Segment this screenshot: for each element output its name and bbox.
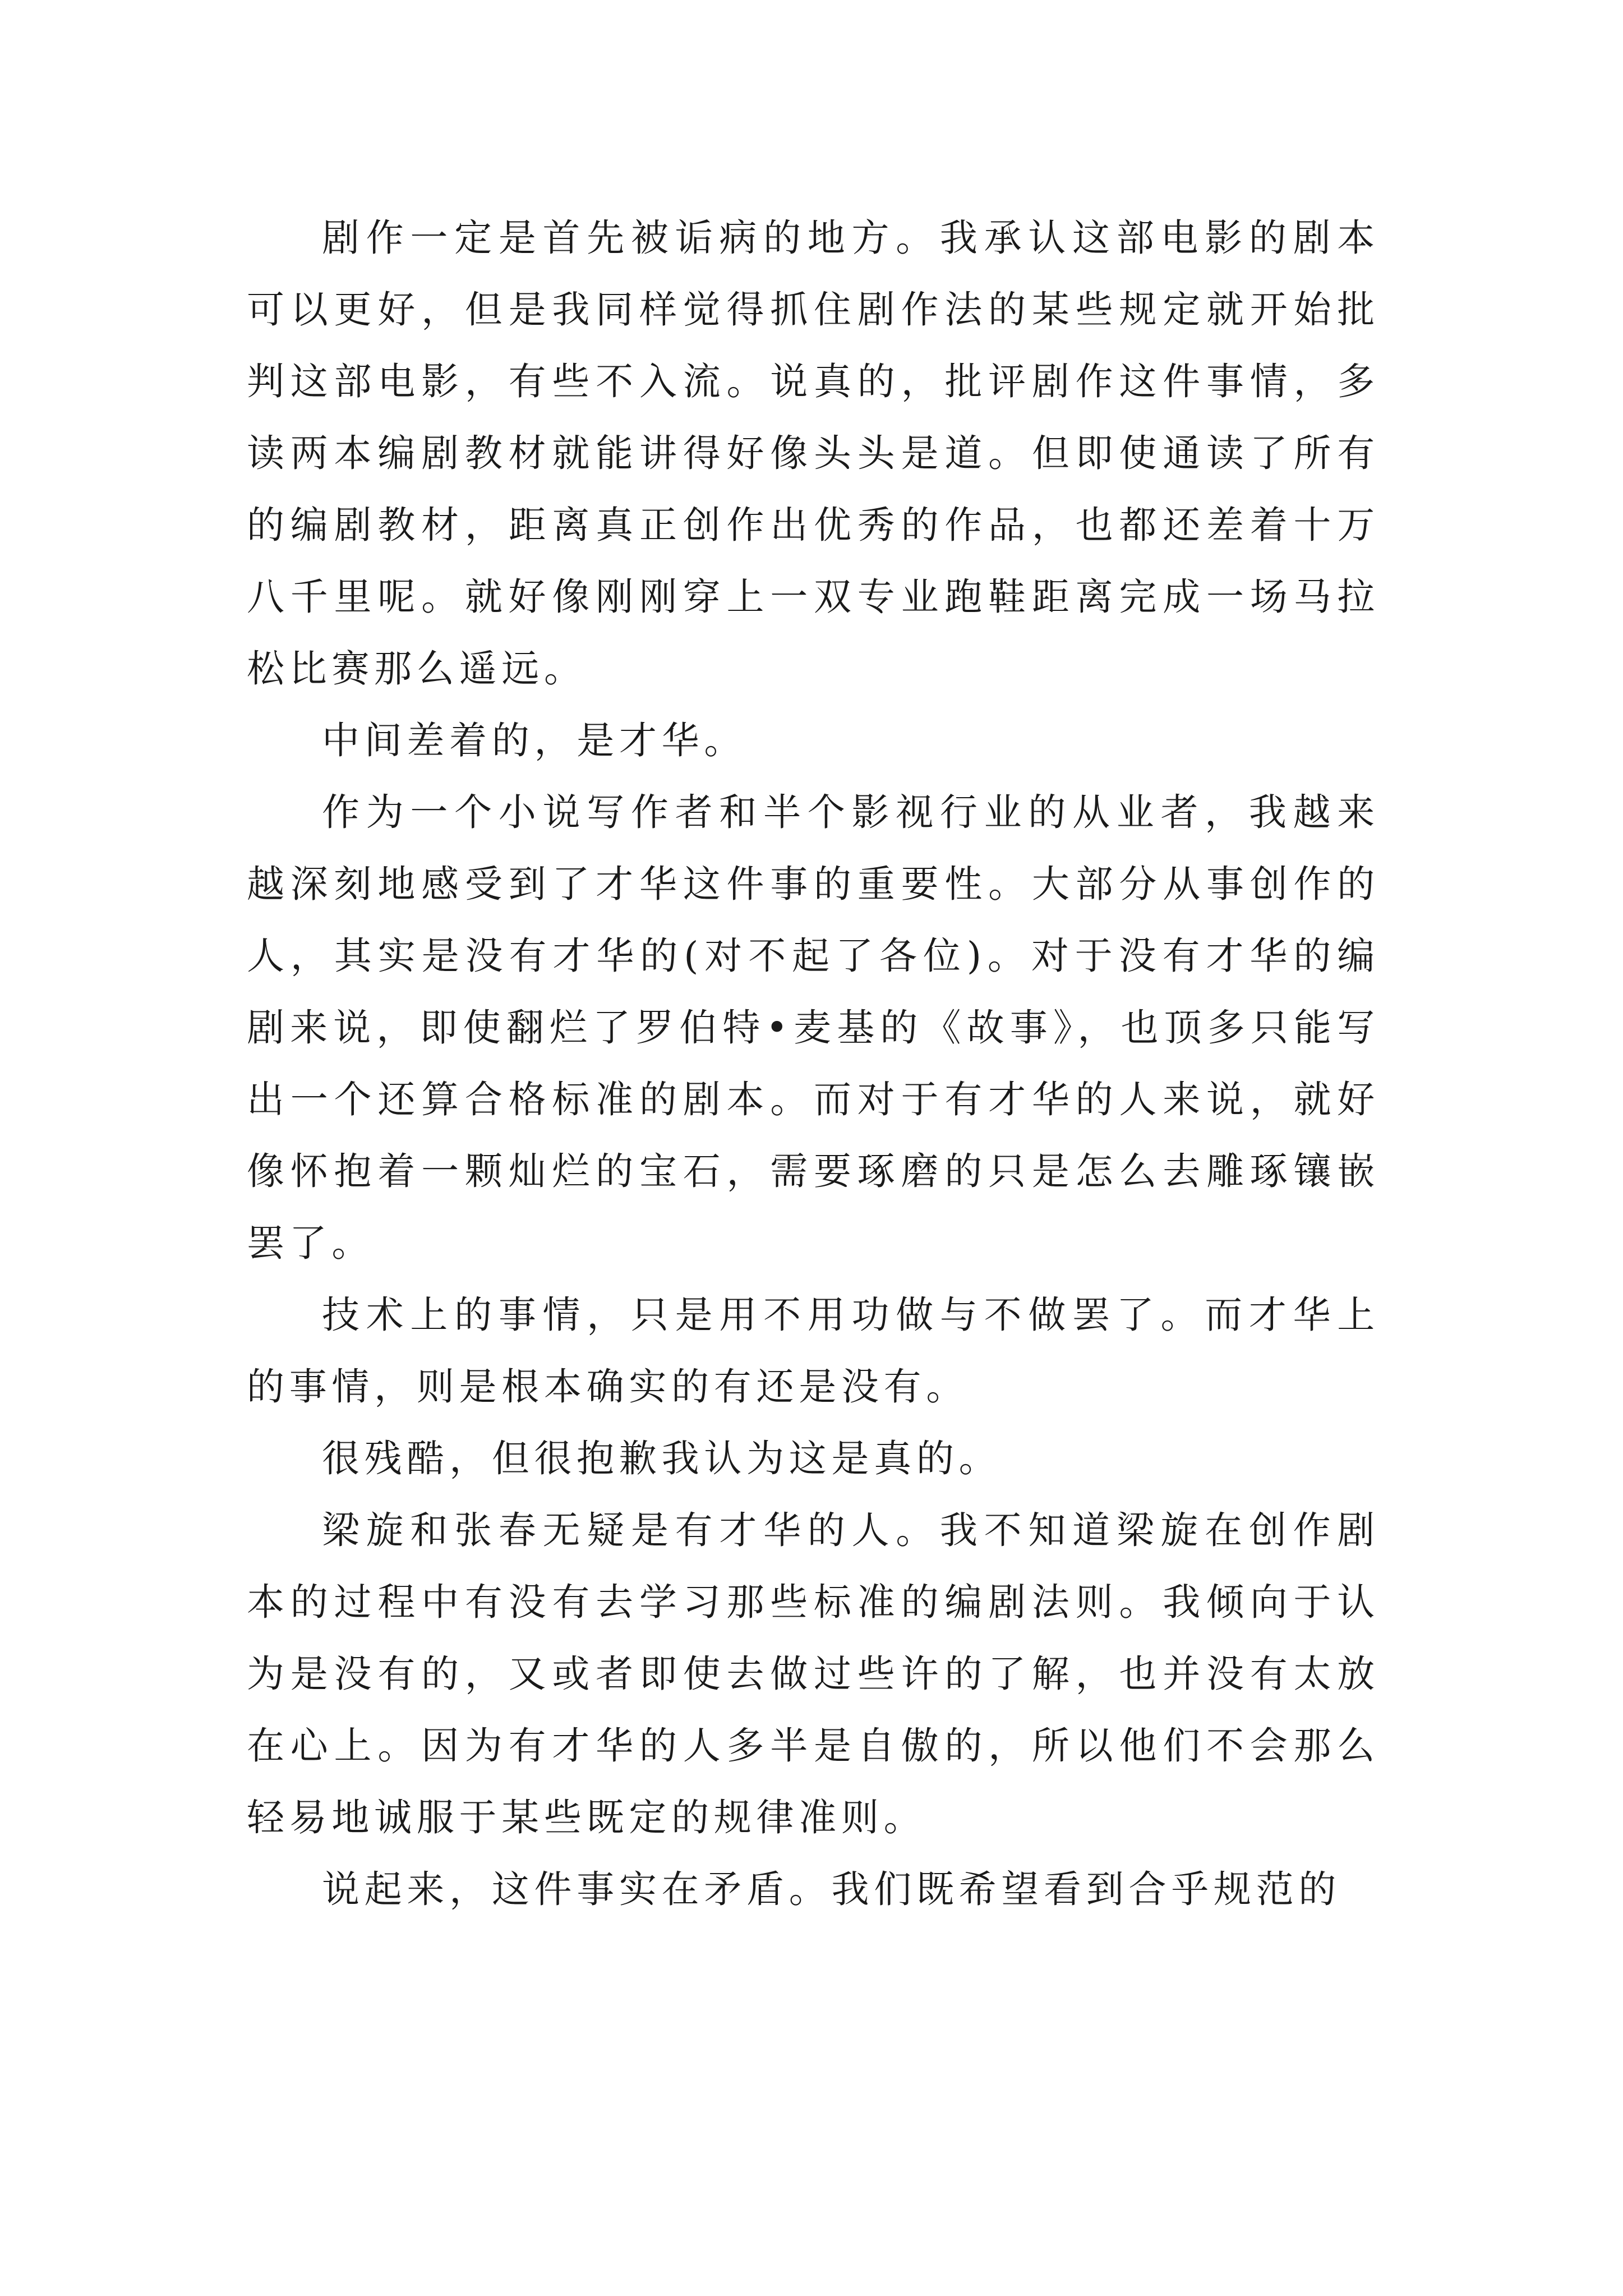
paragraph: 作为一个小说写作者和半个影视行业的从业者，我越来越深刻地感受到了才华这件事的重要性。大部分从事创作的人，其实是没有才华的(对不起了各位)。对于没有才华的编剧来说，即使翻烂了罗伯特•麦基的《故事》，也顶多只能写出一个还算合格标准的剧本。而对于有才华的人来说，就好像怀抱着一颗灿烂的宝石，需要琢磨的只是怎么去雕琢镶嵌罢了。: [247, 790, 1380, 1265]
body-text: [247, 202, 1380, 1925]
paragraph: 技术上的事情，只是用不用功做与不做罢了。而才华上的事情，则是根本确实的有还是没有。: [247, 1293, 1380, 1409]
paragraph: 中间差着的，是才华。: [322, 719, 747, 762]
paragraph: 梁旋和张春无疑是有才华的人。我不知道梁旋在创作剧本的过程中有没有去学习那些标准的编剧法则。我倾向于认为是没有的，又或者即使去做过些许的了解，也并没有太放在心上。因为有才华的人多半是自傲的，所以他们不会那么轻易地诚服于某些既定的规律准则。: [247, 1508, 1380, 1839]
paragraph: 很残酷，但很抱歉我认为这是真的。: [322, 1437, 1002, 1480]
paragraph: 剧作一定是首先被诟病的地方。我承认这部电影的剧本可以更好，但是我同样觉得抓住剧作法的某些规定就开始批判这部电影，有些不入流。说真的，批评剧作这件事情，多读两本编剧教材就能讲得好像头头是道。但即使通读了所有的编剧教材，距离真正创作出优秀的作品，也都还差着十万八千里呢。就好像刚刚穿上一双专业跑鞋距离完成一场马拉松比赛那么遥远。: [247, 216, 1380, 691]
paragraph: 说起来，这件事实在矛盾。我们既希望看到合乎规范的: [322, 1867, 1341, 1911]
